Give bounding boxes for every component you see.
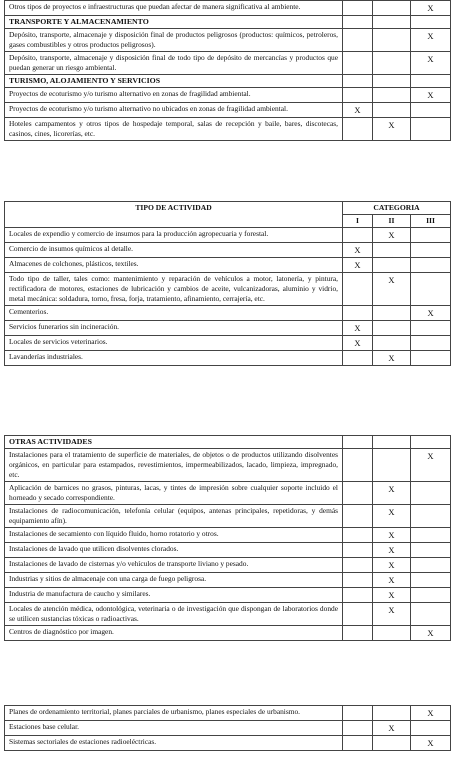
category-mark-iii: X — [411, 88, 451, 103]
category-mark-ii: X — [373, 573, 411, 588]
empty-category-cell — [411, 543, 451, 558]
empty-category-cell — [373, 436, 411, 449]
activity-column-header: TIPO DE ACTIVIDAD — [5, 202, 343, 228]
empty-category-cell — [411, 75, 451, 88]
activity-description: Hoteles campamentos y otros tipos de hospedaje temporal, salas de recepción y baile, bares, discotecas, casinos, cines, licorerías, etc. — [5, 118, 343, 141]
table-row — [5, 103, 451, 118]
category-mark-iii: X — [411, 449, 451, 482]
empty-category-cell — [373, 306, 411, 321]
table-row — [5, 321, 451, 336]
table-row — [5, 228, 451, 243]
table-row — [5, 118, 451, 141]
empty-category-cell — [373, 52, 411, 75]
category-mark-iii: X — [411, 1, 451, 16]
table-row — [5, 573, 451, 588]
empty-category-cell — [411, 243, 451, 258]
empty-category-cell — [343, 436, 373, 449]
empty-category-cell — [343, 228, 373, 243]
empty-category-cell — [343, 626, 373, 641]
activity-description: Almacenes de colchones, plásticos, textiles. — [5, 258, 343, 273]
table-row — [5, 528, 451, 543]
empty-category-cell — [343, 573, 373, 588]
empty-category-cell — [373, 336, 411, 351]
activity-table-2 — [4, 201, 451, 366]
category-mark-i: X — [343, 243, 373, 258]
activity-description: Aplicación de barnices no grasos, pinturas, lacas, y tintes de impresión sobre cualquier soporte incluido el horneado y secado correspondiente. — [5, 482, 343, 505]
activity-description: Industrias y sitios de almacenaje con una carga de fuego peligrosa. — [5, 573, 343, 588]
category-mark-ii: X — [373, 118, 411, 141]
empty-category-cell — [343, 482, 373, 505]
activity-description: Locales de servicios veterinarios. — [5, 336, 343, 351]
empty-category-cell — [373, 321, 411, 336]
empty-category-cell — [373, 243, 411, 258]
category-mark-ii: X — [373, 482, 411, 505]
empty-category-cell — [373, 449, 411, 482]
activity-description: Instalaciones de lavado de cisternas y/o vehículos de transporte liviano y pesado. — [5, 558, 343, 573]
empty-category-cell — [411, 103, 451, 118]
empty-category-cell — [411, 603, 451, 626]
activity-description: Sistemas sectoriales de estaciones radioeléctricas. — [5, 736, 343, 751]
section-header-row — [5, 436, 451, 449]
category-mark-ii: X — [373, 558, 411, 573]
empty-category-cell — [411, 273, 451, 306]
activity-description: Depósito, transporte, almacenaje y disposición final de productos peligrosos (productos: químicos, petroleros, gases combustibles y otros productos peligrosos). — [5, 29, 343, 52]
activity-table-4 — [4, 705, 451, 751]
activity-table-3 — [4, 435, 451, 641]
activity-description: Industria de manufactura de caucho y similares. — [5, 588, 343, 603]
empty-category-cell — [343, 29, 373, 52]
empty-category-cell — [343, 118, 373, 141]
category-mark-ii: X — [373, 228, 411, 243]
empty-category-cell — [343, 603, 373, 626]
category-mark-iii: X — [411, 736, 451, 751]
empty-category-cell — [343, 543, 373, 558]
activity-description: Proyectos de ecoturismo y/o turismo alternativo no ubicados en zonas de fragilidad ambiental. — [5, 103, 343, 118]
empty-category-cell — [411, 258, 451, 273]
table-row — [5, 273, 451, 306]
category-mark-ii: X — [373, 273, 411, 306]
empty-category-cell — [411, 351, 451, 366]
activity-description: Estaciones base celular. — [5, 721, 343, 736]
category-mark-ii: X — [373, 543, 411, 558]
section-header-row — [5, 16, 451, 29]
table-row — [5, 336, 451, 351]
section-title: OTRAS ACTIVIDADES — [5, 436, 343, 449]
empty-category-cell — [373, 75, 411, 88]
empty-category-cell — [373, 706, 411, 721]
empty-category-cell — [343, 528, 373, 543]
empty-category-cell — [411, 528, 451, 543]
activity-description: Servicios funerarios sin incineración. — [5, 321, 343, 336]
section-title: TURISMO, ALOJAMIENTO Y SERVICIOS — [5, 75, 343, 88]
empty-category-cell — [373, 1, 411, 16]
category-mark-i: X — [343, 321, 373, 336]
table-row — [5, 449, 451, 482]
table-row — [5, 505, 451, 528]
category-mark-iii: X — [411, 706, 451, 721]
category-mark-ii: X — [373, 351, 411, 366]
category-mark-iii: X — [411, 52, 451, 75]
empty-category-cell — [343, 75, 373, 88]
empty-category-cell — [411, 573, 451, 588]
activity-description: Proyectos de ecoturismo y/o turismo alternativo en zonas de fragilidad ambiental. — [5, 88, 343, 103]
empty-category-cell — [373, 626, 411, 641]
activity-description: Lavanderías industriales. — [5, 351, 343, 366]
activity-description: Instalaciones para el tratamiento de superficie de materiales, de objetos o de productos utilizando disolventes orgánicos, en particular para estampados, revestimientos, impermeabilizados, lacado, limpieza, impregnado, etc. — [5, 449, 343, 482]
empty-category-cell — [343, 588, 373, 603]
category-mark-ii: X — [373, 721, 411, 736]
empty-category-cell — [343, 706, 373, 721]
empty-category-cell — [411, 482, 451, 505]
activity-table-1 — [4, 0, 451, 141]
category-ii-header: II — [373, 215, 411, 228]
empty-category-cell — [411, 16, 451, 29]
table-row — [5, 543, 451, 558]
empty-category-cell — [343, 721, 373, 736]
empty-category-cell — [411, 321, 451, 336]
activity-description: Instalaciones de radiocomunicación, telefonía celular (equipos, antenas principales, repetidoras, y demás equipamiento afín). — [5, 505, 343, 528]
table-row — [5, 626, 451, 641]
activity-description: Planes de ordenamiento territorial, planes parciales de urbanismo, planes especiales de urbanismo. — [5, 706, 343, 721]
table-row — [5, 588, 451, 603]
table-row — [5, 351, 451, 366]
category-mark-ii: X — [373, 528, 411, 543]
empty-category-cell — [343, 351, 373, 366]
table-row — [5, 243, 451, 258]
table-row — [5, 482, 451, 505]
table-row — [5, 258, 451, 273]
empty-category-cell — [343, 736, 373, 751]
empty-category-cell — [411, 588, 451, 603]
category-mark-ii: X — [373, 588, 411, 603]
table-row — [5, 558, 451, 573]
section-title: TRANSPORTE Y ALMACENAMIENTO — [5, 16, 343, 29]
empty-category-cell — [411, 721, 451, 736]
table-row — [5, 603, 451, 626]
empty-category-cell — [373, 16, 411, 29]
category-mark-ii: X — [373, 505, 411, 528]
category-mark-iii: X — [411, 626, 451, 641]
activity-description: Depósito, transporte, almacenaje y disposición final de todo tipo de depósito de mercancías y productos que puedan generar un riesgo ambiental. — [5, 52, 343, 75]
table-row — [5, 52, 451, 75]
empty-category-cell — [343, 306, 373, 321]
empty-category-cell — [343, 88, 373, 103]
empty-category-cell — [411, 558, 451, 573]
empty-category-cell — [373, 258, 411, 273]
category-iii-header: III — [411, 215, 451, 228]
empty-category-cell — [343, 273, 373, 306]
table-row — [5, 306, 451, 321]
table-row — [5, 29, 451, 52]
empty-category-cell — [411, 436, 451, 449]
activity-description: Locales de atención médica, odontológica, veterinaria o de investigación que dispongan de laboratorios donde se utilicen sustancias tóxicas o radioactivas. — [5, 603, 343, 626]
activity-description: Todo tipo de taller, tales como: mantenimiento y reparación de vehículos a motor, latonería, y pintura, rectificadora de motores, estaciones de lubricación y cambios de aceite, vulcanizadoras, aluminio y vidrio, metal mecánica: soldadura, torno, fresa, forja, tratamiento, afinamiento, cerrajería, etc. — [5, 273, 343, 306]
empty-category-cell — [373, 103, 411, 118]
category-mark-i: X — [343, 336, 373, 351]
activity-description: Otros tipos de proyectos e infraestructuras que puedan afectar de manera significativa al ambiente. — [5, 1, 343, 16]
empty-category-cell — [343, 1, 373, 16]
category-column-header: CATEGORIA — [343, 202, 451, 215]
activity-description: Centros de diagnóstico por imagen. — [5, 626, 343, 641]
empty-category-cell — [343, 52, 373, 75]
empty-category-cell — [373, 88, 411, 103]
empty-category-cell — [343, 16, 373, 29]
empty-category-cell — [411, 228, 451, 243]
category-mark-ii: X — [373, 603, 411, 626]
empty-category-cell — [373, 736, 411, 751]
table-row — [5, 736, 451, 751]
empty-category-cell — [411, 505, 451, 528]
category-mark-i: X — [343, 258, 373, 273]
activity-description: Locales de expendio y comercio de insumos para la producción agropecuaria y forestal. — [5, 228, 343, 243]
category-mark-iii: X — [411, 29, 451, 52]
empty-category-cell — [411, 336, 451, 351]
section-header-row — [5, 75, 451, 88]
category-i-header: I — [343, 215, 373, 228]
table-row — [5, 88, 451, 103]
category-mark-iii: X — [411, 306, 451, 321]
activity-description: Comercio de insumos químicos al detalle. — [5, 243, 343, 258]
table-row — [5, 721, 451, 736]
activity-description: Instalaciones de lavado que utilicen disolventes clorados. — [5, 543, 343, 558]
table-row — [5, 706, 451, 721]
empty-category-cell — [343, 558, 373, 573]
table-row — [5, 1, 451, 16]
empty-category-cell — [411, 118, 451, 141]
empty-category-cell — [343, 449, 373, 482]
activity-description: Instalaciones de secamiento con líquido fluido, horno rotatorio y otros. — [5, 528, 343, 543]
category-mark-i: X — [343, 103, 373, 118]
empty-category-cell — [343, 505, 373, 528]
empty-category-cell — [373, 29, 411, 52]
activity-description: Cementerios. — [5, 306, 343, 321]
